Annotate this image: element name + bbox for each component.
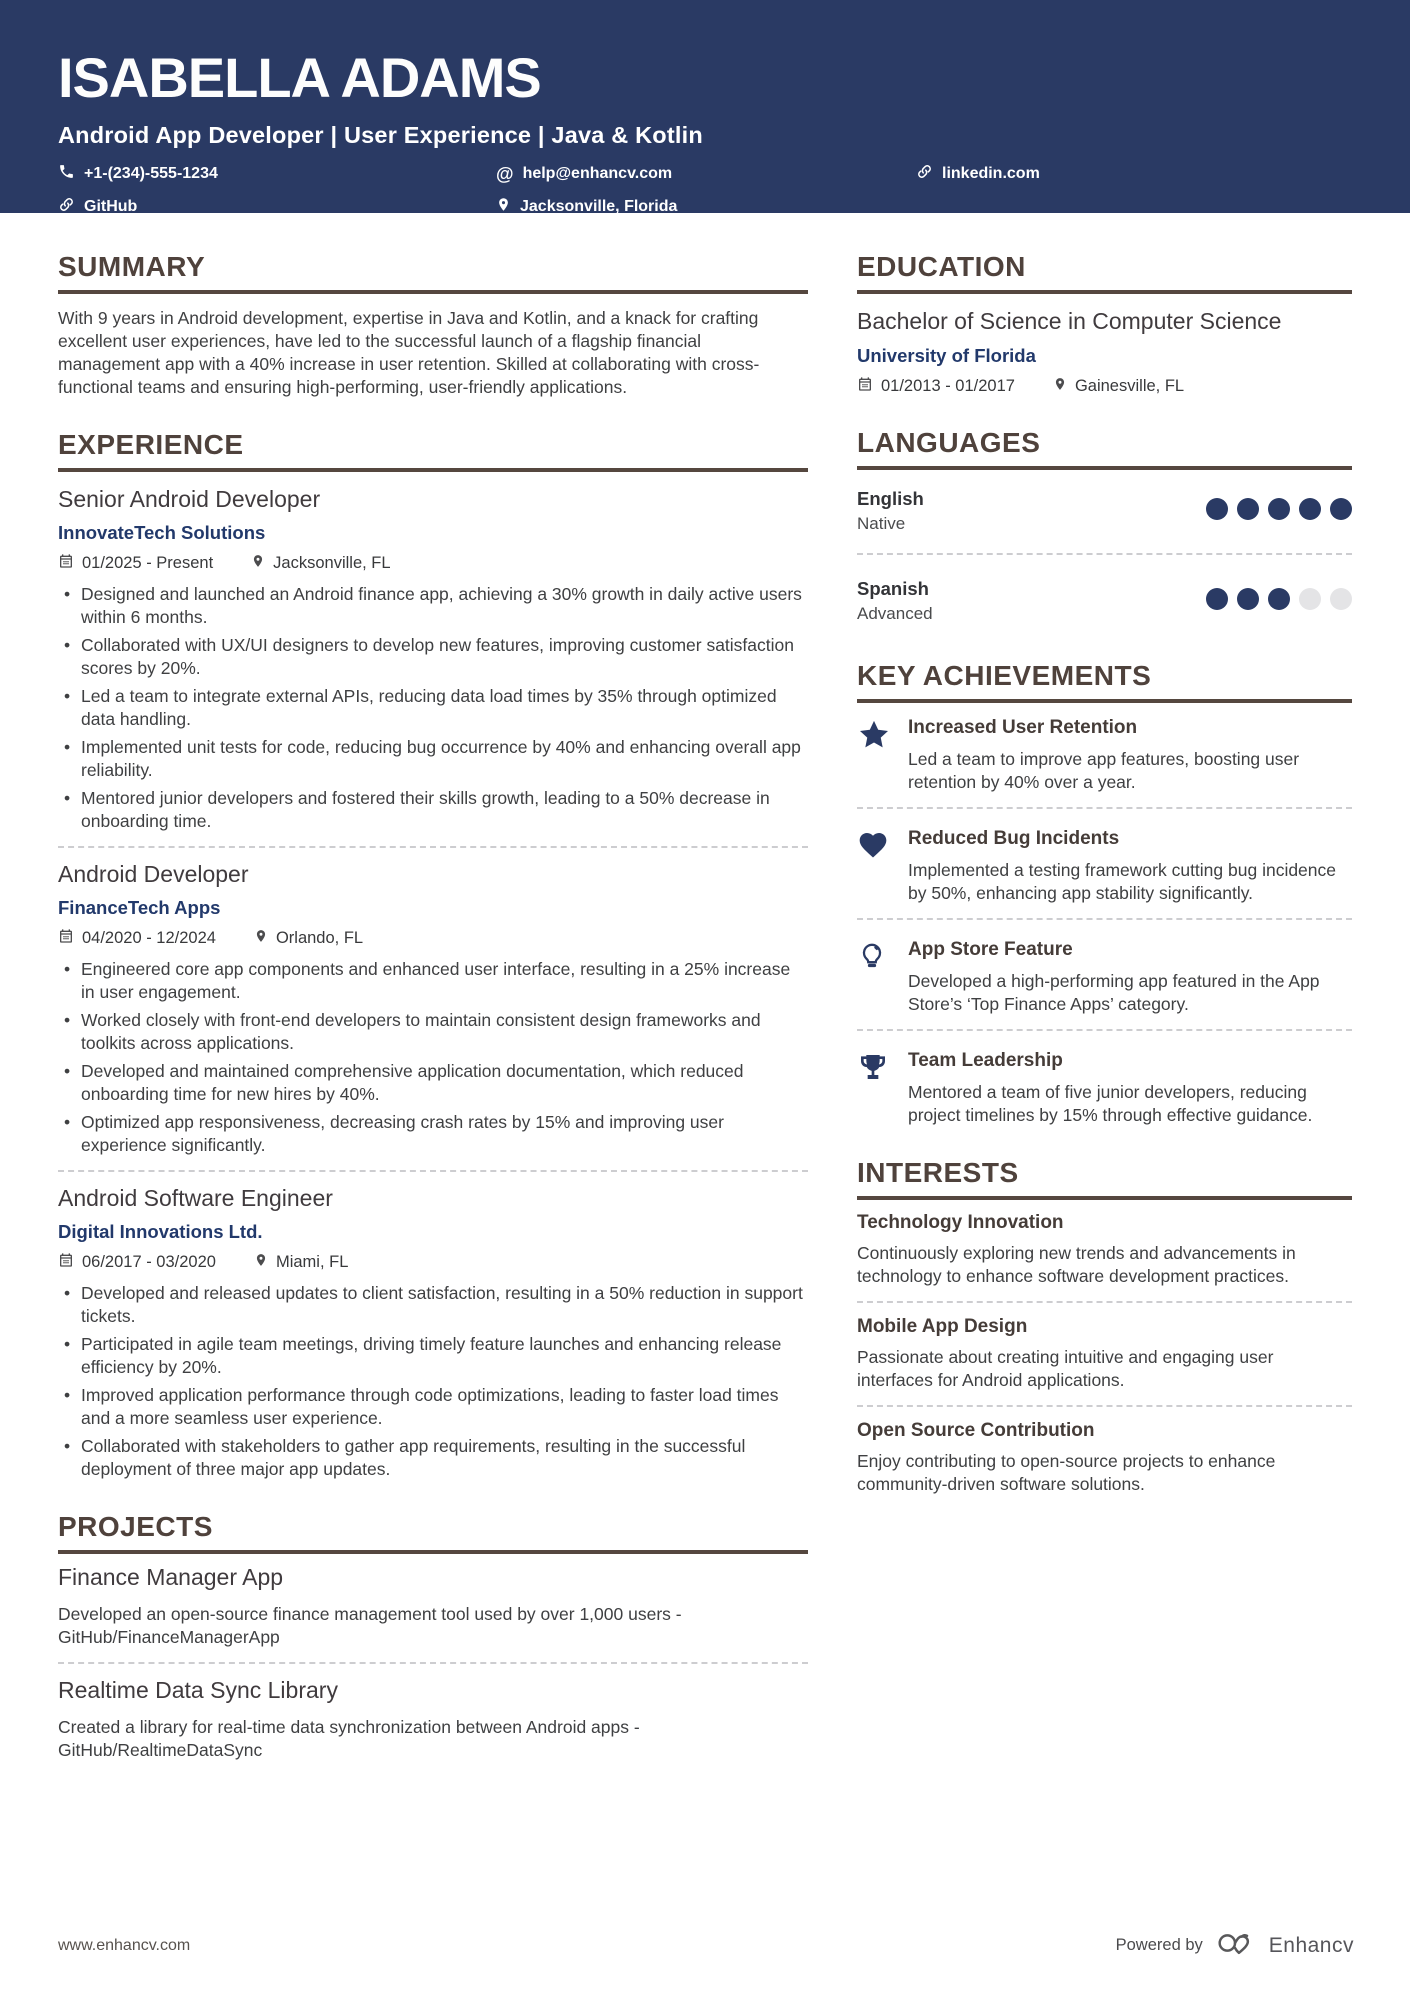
job-location-label: Miami, FL [275, 1253, 349, 1271]
interest-text: Enjoy contributing to open-source projects to enhance community-driven software solutions. [857, 1451, 1276, 1494]
divider [857, 918, 1352, 920]
job-meta [58, 553, 808, 574]
bullet-item: • Participated in agile team meetings, driving timely feature launches and enhancing release efficiency by 20%. [58, 1333, 808, 1379]
language-level-label: Advanced [857, 604, 933, 623]
contact-location [496, 196, 916, 218]
job-dates [58, 928, 216, 949]
contact-github [58, 196, 496, 218]
job-location [251, 553, 390, 574]
calendar-icon [58, 553, 74, 574]
experience-entry [58, 486, 808, 833]
education-dates-label: 01/2013 - 01/2017 [881, 377, 1015, 395]
job-location [254, 928, 363, 949]
contact-bar [58, 163, 1352, 218]
section-title-experience: EXPERIENCE [58, 429, 244, 460]
calendar-icon [58, 1252, 74, 1273]
level-dot [1237, 498, 1259, 520]
interest-text: Passionate about creating intuitive and engaging user interfaces for Android applications. [857, 1347, 1274, 1390]
language-name: Spanish [857, 578, 929, 599]
summary-section [58, 251, 808, 399]
achievements-section [857, 660, 1352, 1127]
level-dot [1268, 588, 1290, 610]
lightbulb-icon [857, 939, 893, 1016]
project-title: Realtime Data Sync Library [58, 1677, 338, 1703]
footer-site-link[interactable]: www.enhancv.com [58, 1936, 191, 1954]
achievement-entry [857, 1044, 1352, 1127]
divider [857, 553, 1352, 555]
contact-email [496, 163, 916, 185]
achievement-entry [857, 711, 1352, 794]
job-bullets [58, 958, 808, 1157]
bullet-item: • Optimized app responsiveness, decreasing crash rates by 15% and improving user experience significantly. [58, 1111, 808, 1157]
school-name: University of Florida [857, 345, 1036, 366]
job-title: Android Developer [58, 861, 249, 887]
job-bullets [58, 583, 808, 833]
bullet-item: • Worked closely with front-end developers to maintain consistent design frameworks and toolkits across applications. [58, 1009, 808, 1055]
contact-phone-label[interactable]: +1-(234)-555-1234 [84, 165, 218, 182]
divider [58, 846, 808, 848]
star-icon [857, 717, 893, 794]
contact-linkedin [916, 163, 1352, 185]
powered-by-group [1116, 1928, 1354, 1963]
divider [857, 1029, 1352, 1031]
education-location-label: Gainesville, FL [1074, 377, 1185, 395]
interest-entry [857, 1316, 1352, 1392]
project-description: Created a library for real-time data synchronization between Android apps - GitHub/RealtimeDataSync [58, 1717, 640, 1760]
divider [58, 1170, 808, 1172]
section-rule [857, 1196, 1352, 1200]
bullet-item: • Designed and launched an Android finance app, achieving a 30% growth in daily active users within 6 months. [58, 583, 808, 629]
job-dates [58, 553, 213, 574]
job-title: Android Software Engineer [58, 1185, 333, 1211]
right-column [857, 251, 1352, 1792]
experience-section [58, 429, 808, 1481]
calendar-icon [857, 376, 873, 397]
page-footer [58, 1928, 1354, 1963]
achievement-text: Implemented a testing framework cutting bug incidence by 50%, enhancing app stability significantly. [908, 860, 1337, 903]
language-level-dots [1197, 588, 1352, 615]
interest-title: Mobile App Design [857, 1316, 1028, 1337]
location-pin-icon [254, 1252, 268, 1273]
section-rule [58, 468, 808, 472]
education-location [1053, 376, 1184, 397]
link-icon [916, 163, 933, 185]
level-dot [1299, 588, 1321, 610]
section-title-achievements: KEY ACHIEVEMENTS [857, 660, 1152, 691]
section-title-education: EDUCATION [857, 251, 1026, 282]
divider [58, 1662, 808, 1664]
achievement-title: App Store Feature [908, 939, 1073, 960]
bullet-item: • Engineered core app components and enhanced user interface, resulting in a 25% increase in user engagement. [58, 958, 808, 1004]
bullet-item: • Implemented unit tests for code, reducing bug occurrence by 40% and enhancing overall app reliability. [58, 736, 808, 782]
language-level-dots [1197, 498, 1352, 525]
trophy-icon [857, 1050, 893, 1127]
level-dot [1330, 588, 1352, 610]
section-rule [857, 290, 1352, 294]
job-location [254, 1252, 348, 1273]
company-name: FinanceTech Apps [58, 897, 221, 918]
job-meta [58, 928, 808, 949]
enhancv-logo-icon[interactable] [1215, 1928, 1257, 1963]
location-pin-icon [496, 196, 511, 218]
achievement-text: Developed a high-performing app featured in the App Store’s ‘Top Finance Apps’ category. [908, 971, 1320, 1014]
link-icon [58, 196, 75, 218]
language-level-label: Native [857, 514, 906, 533]
interest-text: Continuously exploring new trends and advancements in technology to enhance software development practices. [857, 1243, 1296, 1286]
job-dates [58, 1252, 216, 1273]
achievement-title: Reduced Bug Incidents [908, 828, 1120, 849]
level-dot [1206, 498, 1228, 520]
section-rule [857, 466, 1352, 470]
section-title-interests: INTERESTS [857, 1157, 1019, 1188]
experience-entry [58, 1185, 808, 1481]
interests-section [857, 1157, 1352, 1496]
interest-title: Technology Innovation [857, 1212, 1064, 1233]
person-headline: Android App Developer | User Experience | Java & Kotlin [58, 122, 703, 148]
project-title: Finance Manager App [58, 1564, 284, 1590]
bullet-item: • Led a team to integrate external APIs, reducing data load times by 35% through optimized data handling. [58, 685, 808, 731]
bullet-item: • Improved application performance through code optimizations, leading to faster load times and a more seamless user experience. [58, 1384, 808, 1430]
achievement-title: Team Leadership [908, 1050, 1063, 1071]
level-dot [1299, 498, 1321, 520]
projects-section [58, 1511, 808, 1762]
job-dates-label: 06/2017 - 03/2020 [82, 1253, 216, 1271]
achievement-entry [857, 822, 1352, 905]
section-rule [857, 699, 1352, 703]
section-title-summary: SUMMARY [58, 251, 206, 282]
location-pin-icon [251, 553, 265, 574]
divider [857, 1301, 1352, 1303]
language-entry [857, 568, 1352, 630]
bullet-item: • Collaborated with stakeholders to gather app requirements, resulting in the successful deployment of three major app updates. [58, 1435, 808, 1481]
company-name: Digital Innovations Ltd. [58, 1221, 263, 1242]
resume-header [0, 0, 1410, 213]
achievement-text: Mentored a team of five junior developers, reducing project timelines by 15% through effective guidance. [908, 1082, 1313, 1125]
bullet-item: • Developed and maintained comprehensive application documentation, which reduced onboarding time for new hires by 40%. [58, 1060, 808, 1106]
level-dot [1330, 498, 1352, 520]
at-icon: @ [496, 164, 514, 184]
project-entry [58, 1564, 808, 1649]
section-title-projects: PROJECTS [58, 1511, 213, 1542]
project-entry [58, 1677, 808, 1762]
contact-linkedin-label[interactable]: linkedin.com [942, 165, 1040, 182]
language-entry [857, 478, 1352, 540]
bullet-item: • Developed and released updates to client satisfaction, resulting in a 50% reduction in support tickets. [58, 1282, 808, 1328]
job-location-label: Orlando, FL [275, 929, 364, 947]
section-rule [58, 290, 808, 294]
job-dates-label: 01/2025 - Present [82, 554, 214, 572]
job-bullets [58, 1282, 808, 1481]
education-dates [857, 376, 1015, 397]
level-dot [1268, 498, 1290, 520]
experience-entry [58, 861, 808, 1157]
bullet-item: • Mentored junior developers and fostered their skills growth, leading to a 50% decrease in onboarding time. [58, 787, 808, 833]
section-rule [58, 1550, 808, 1554]
divider [857, 807, 1352, 809]
achievement-entry [857, 933, 1352, 1016]
location-pin-icon [1053, 376, 1067, 397]
person-name: ISABELLA ADAMS [58, 46, 541, 109]
job-dates-label: 04/2020 - 12/2024 [82, 929, 216, 947]
interest-title: Open Source Contribution [857, 1420, 1095, 1441]
achievement-text: Led a team to improve app features, boosting user retention by 40% over a year. [908, 749, 1300, 792]
content-columns [0, 213, 1410, 1792]
section-title-languages: LANGUAGES [857, 427, 1041, 458]
education-meta [857, 376, 1352, 397]
divider [857, 1405, 1352, 1407]
bullet-item: • Collaborated with UX/UI designers to develop new features, improving customer satisfaction scores by 20%. [58, 634, 808, 680]
enhancv-brand-label[interactable]: Enhancv [1268, 1933, 1354, 1957]
degree-title: Bachelor of Science in Computer Science [857, 308, 1282, 334]
achievement-title: Increased User Retention [908, 717, 1138, 738]
contact-phone [58, 163, 496, 185]
company-name: InnovateTech Solutions [58, 522, 266, 543]
heart-icon [857, 828, 893, 905]
language-name: English [857, 488, 924, 509]
calendar-icon [58, 928, 74, 949]
location-pin-icon [254, 928, 268, 949]
job-meta [58, 1252, 808, 1273]
contact-location-label: Jacksonville, Florida [520, 198, 678, 215]
level-dot [1237, 588, 1259, 610]
job-title: Senior Android Developer [58, 486, 321, 512]
left-column [58, 251, 808, 1792]
contact-github-label[interactable]: GitHub [84, 198, 138, 215]
education-section [857, 251, 1352, 397]
interest-entry [857, 1420, 1352, 1496]
phone-icon [58, 163, 75, 185]
level-dot [1206, 588, 1228, 610]
job-location-label: Jacksonville, FL [273, 554, 391, 572]
powered-by-label: Powered by [1115, 1936, 1203, 1954]
languages-section [857, 427, 1352, 630]
interest-entry [857, 1212, 1352, 1288]
contact-email-label[interactable]: help@enhancv.com [522, 165, 673, 182]
project-description: Developed an open-source finance management tool used by over 1,000 users - GitHub/FinanceManagerApp [58, 1604, 682, 1647]
summary-text: With 9 years in Android development, expertise in Java and Kotlin, and a knack for crafting excellent user experiences, have led to the successful launch of a flagship financial management app with a 40% increase in user retention. Skilled at collaborating with cross-functional teams and ensuring high-performing, user-friendly applications. [58, 308, 760, 397]
